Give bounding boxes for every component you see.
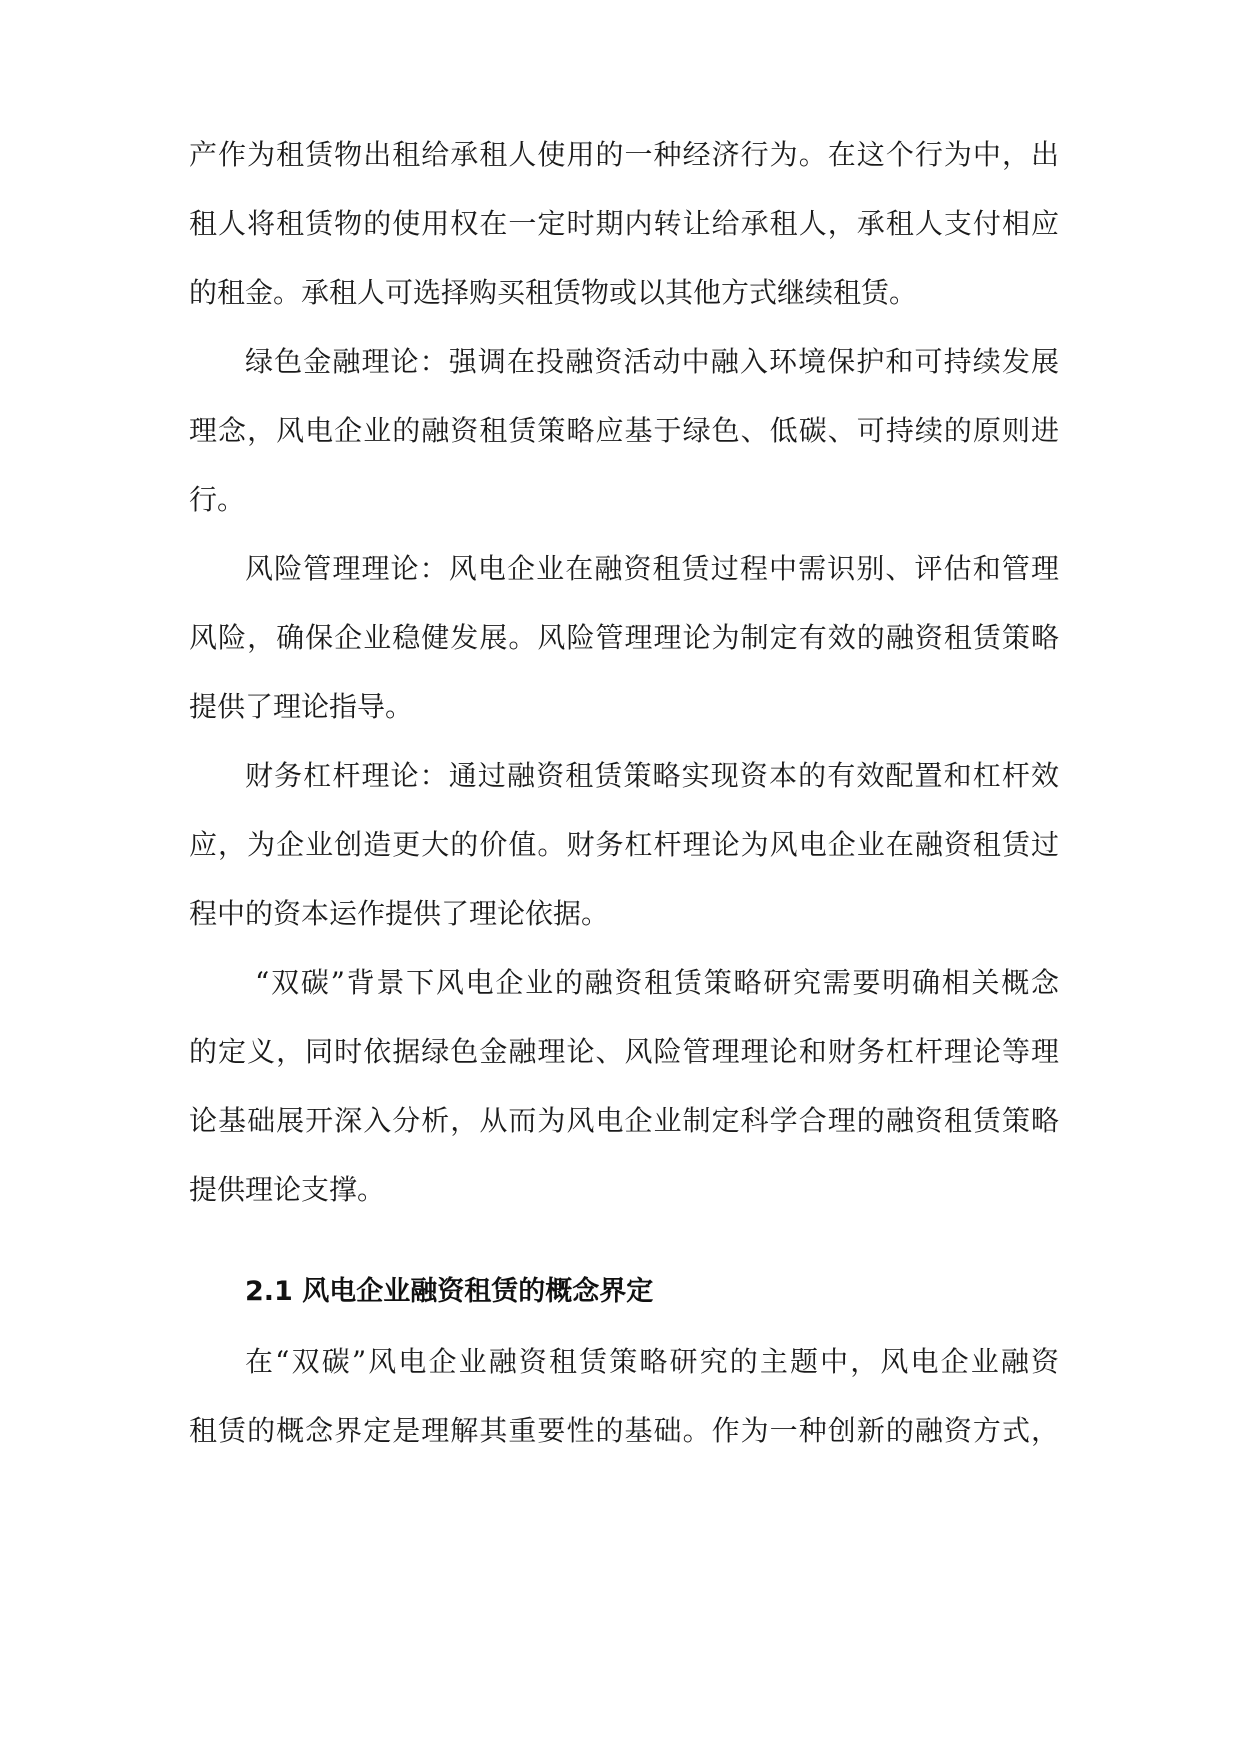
paragraph-4-line-2: 应，为企业创造更大的价值。财务杠杆理论为风电企业在融资租赁过 <box>189 828 1059 861</box>
paragraph-2-line-1: 绿色金融理论：强调在投融资活动中融入环境保护和可持续发展 <box>245 345 1059 378</box>
paragraph-5-line-3: 论基础展开深入分析，从而为风电企业制定科学合理的融资租赁策略 <box>189 1104 1059 1137</box>
paragraph-5-line-1: “双碳”背景下风电企业的融资租赁策略研究需要明确相关概念 <box>255 966 1059 999</box>
paragraph-5-line-4: 提供理论支撑。 <box>189 1173 386 1206</box>
paragraph-1-line-3: 的租金。承租人可选择购买租赁物或以其他方式继续租赁。 <box>189 276 918 309</box>
section-paragraph-line-2: 租赁的概念界定是理解其重要性的基础。作为一种创新的融资方式， <box>189 1414 1059 1447</box>
paragraph-3-line-1: 风险管理理论：风电企业在融资租赁过程中需识别、评估和管理 <box>245 552 1059 585</box>
paragraph-3-line-3: 提供了理论指导。 <box>189 690 414 723</box>
paragraph-5-line-2: 的定义，同时依据绿色金融理论、风险管理理论和财务杠杆理论等理 <box>189 1035 1059 1068</box>
section-heading: 2.1 风电企业融资租赁的概念界定 <box>245 1276 654 1307</box>
paragraph-1-line-2: 租人将租赁物的使用权在一定时期内转让给承租人，承租人支付相应 <box>189 207 1059 240</box>
paragraph-2-line-2: 理念，风电企业的融资租赁策略应基于绿色、低碳、可持续的原则进 <box>189 414 1059 447</box>
paragraph-2-line-3: 行。 <box>189 483 246 516</box>
section-paragraph-line-1: 在“双碳”风电企业融资租赁策略研究的主题中，风电企业融资 <box>245 1345 1059 1378</box>
paragraph-4-line-3: 程中的资本运作提供了理论依据。 <box>189 897 610 930</box>
paragraph-3-line-2: 风险，确保企业稳健发展。风险管理理论为制定有效的融资租赁策略 <box>189 621 1059 654</box>
paragraph-4-line-1: 财务杠杆理论：通过融资租赁策略实现资本的有效配置和杠杆效 <box>245 759 1059 792</box>
paragraph-1-line-1: 产作为租赁物出租给承租人使用的一种经济行为。在这个行为中，出 <box>189 138 1059 171</box>
